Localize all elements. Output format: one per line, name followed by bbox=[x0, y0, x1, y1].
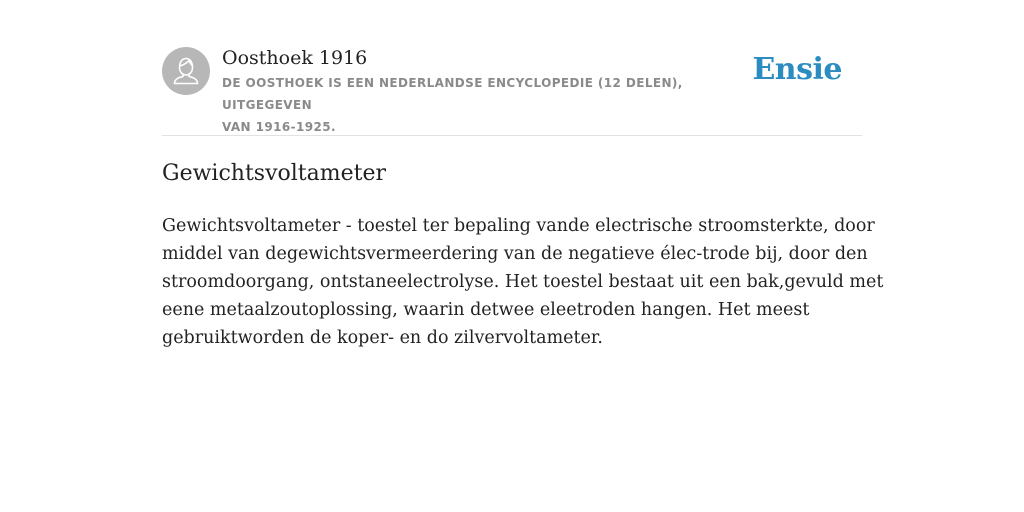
source-header bbox=[162, 0, 862, 136]
ensie-logo[interactable]: Ensie bbox=[752, 52, 842, 87]
avatar[interactable] bbox=[162, 47, 210, 95]
page-container bbox=[162, 0, 884, 348]
source-description-line: DE OOSTHOEK IS EEN NEDERLANDSE ENCYCLOPEDIE (12 DELEN), UITGEGEVEN bbox=[222, 76, 683, 112]
entry-title: Gewichtsvoltameter bbox=[162, 161, 387, 186]
entry-body-line: middel van degewichtsvermeerdering van de negatieve élec-trode bij, door den bbox=[162, 244, 868, 264]
entry-body bbox=[162, 212, 884, 352]
source-description bbox=[222, 72, 757, 138]
entry-body-line: gebruiktworden de koper- en do zilvervoltameter. bbox=[162, 328, 603, 348]
source-description-line: VAN 1916-1925. bbox=[222, 120, 336, 134]
source-title[interactable]: Oosthoek 1916 bbox=[222, 47, 368, 69]
user-silhouette-icon bbox=[162, 47, 210, 95]
entry-body-line: Gewichtsvoltameter - toestel ter bepaling vande electrische stroomsterkte, door bbox=[162, 216, 875, 236]
entry-body-line: stroomdoorgang, ontstaneelectrolyse. Het toestel bestaat uit een bak,gevuld met bbox=[162, 272, 884, 292]
entry-body-line: eene metaalzoutoplossing, waarin detwee eleetroden hangen. Het meest bbox=[162, 300, 810, 320]
